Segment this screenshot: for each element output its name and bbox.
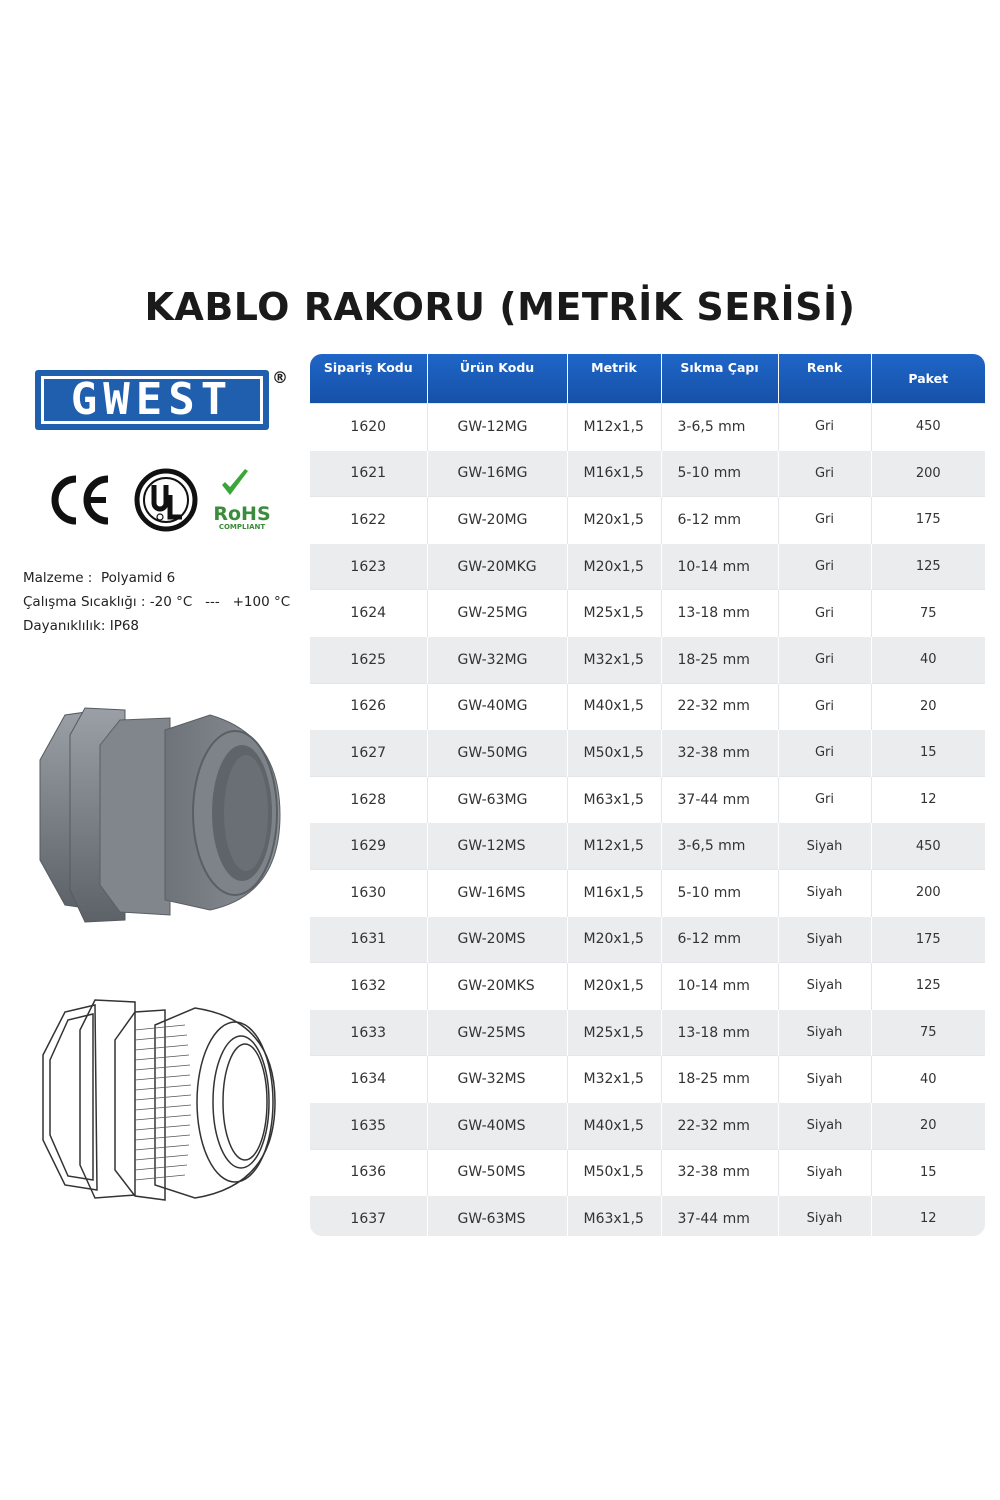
paket-cell: 175	[871, 916, 985, 963]
col-header-paket: Paket	[871, 354, 985, 404]
paket-cell: 15	[871, 1149, 985, 1196]
siparis-kodu-cell: 1634	[310, 1056, 427, 1103]
siparis-kodu-cell: 1625	[310, 636, 427, 683]
urun-kodu-cell: GW-20MS	[427, 916, 567, 963]
col-header-sikma-capi: Sıkma Çapı	[661, 354, 778, 404]
renk-cell: Siyah	[778, 869, 871, 916]
table-row	[310, 776, 985, 823]
sikma-capi-cell: 37-44 mm	[661, 1196, 778, 1236]
siparis-kodu-cell: 1635	[310, 1102, 427, 1149]
siparis-kodu-cell: 1622	[310, 497, 427, 544]
table-row	[310, 823, 985, 870]
siparis-kodu-cell: 1624	[310, 590, 427, 637]
rohs-sublabel: COMPLIANT	[218, 523, 266, 531]
siparis-kodu-cell: 1630	[310, 869, 427, 916]
renk-cell: Gri	[778, 683, 871, 730]
renk-cell: Siyah	[778, 916, 871, 963]
sikma-capi-cell: 6-12 mm	[661, 497, 778, 544]
table-row	[310, 963, 985, 1010]
metrik-cell: M32x1,5	[567, 636, 661, 683]
spec-durability: Dayanıklılık: IP68	[23, 618, 140, 634]
sikma-capi-cell: 22-32 mm	[661, 683, 778, 730]
registered-mark: ®	[272, 368, 288, 387]
siparis-kodu-cell: 1626	[310, 683, 427, 730]
renk-cell: Gri	[778, 776, 871, 823]
renk-cell: Gri	[778, 543, 871, 590]
ce-mark-icon	[55, 479, 108, 521]
metrik-cell: M40x1,5	[567, 1102, 661, 1149]
sikma-capi-cell: 5-10 mm	[661, 450, 778, 497]
table-row	[310, 404, 985, 451]
paket-cell: 40	[871, 1056, 985, 1103]
sikma-capi-cell: 18-25 mm	[661, 636, 778, 683]
table-row	[310, 730, 985, 777]
sikma-capi-cell: 22-32 mm	[661, 1102, 778, 1149]
metrik-cell: M50x1,5	[567, 1149, 661, 1196]
paket-cell: 450	[871, 823, 985, 870]
certification-marks	[40, 465, 280, 535]
table-row	[310, 590, 985, 637]
renk-cell: Siyah	[778, 1102, 871, 1149]
paket-cell: 175	[871, 497, 985, 544]
metrik-cell: M20x1,5	[567, 543, 661, 590]
logo-text: GWEST	[41, 376, 263, 424]
cable-gland-photo	[30, 700, 290, 940]
siparis-kodu-cell: 1631	[310, 916, 427, 963]
urun-kodu-cell: GW-20MKG	[427, 543, 567, 590]
table-row	[310, 1149, 985, 1196]
metrik-cell: M16x1,5	[567, 450, 661, 497]
sikma-capi-cell: 6-12 mm	[661, 916, 778, 963]
paket-cell: 12	[871, 1196, 985, 1236]
metrik-cell: M20x1,5	[567, 916, 661, 963]
paket-cell: 200	[871, 869, 985, 916]
table-row	[310, 636, 985, 683]
sikma-capi-cell: 32-38 mm	[661, 1149, 778, 1196]
urun-kodu-cell: GW-20MG	[427, 497, 567, 544]
renk-cell: Siyah	[778, 823, 871, 870]
renk-cell: Siyah	[778, 1009, 871, 1056]
urun-kodu-cell: GW-20MKS	[427, 963, 567, 1010]
sikma-capi-cell: 13-18 mm	[661, 1009, 778, 1056]
product-table	[310, 354, 985, 1236]
col-header-siparis-kodu: Sipariş Kodu	[310, 354, 427, 404]
metrik-cell: M40x1,5	[567, 683, 661, 730]
urun-kodu-cell: GW-32MS	[427, 1056, 567, 1103]
sikma-capi-cell: 13-18 mm	[661, 590, 778, 637]
rohs-label: RoHS	[213, 503, 271, 525]
table-row	[310, 1009, 985, 1056]
table-header	[310, 354, 985, 404]
paket-cell: 75	[871, 590, 985, 637]
paket-cell: 20	[871, 1102, 985, 1149]
paket-cell: 125	[871, 543, 985, 590]
renk-cell: Gri	[778, 636, 871, 683]
urun-kodu-cell: GW-63MG	[427, 776, 567, 823]
metrik-cell: M20x1,5	[567, 497, 661, 544]
renk-cell: Siyah	[778, 1149, 871, 1196]
gwest-logo	[35, 370, 269, 430]
urun-kodu-cell: GW-16MS	[427, 869, 567, 916]
sikma-capi-cell: 18-25 mm	[661, 1056, 778, 1103]
siparis-kodu-cell: 1627	[310, 730, 427, 777]
metrik-cell: M12x1,5	[567, 823, 661, 870]
urun-kodu-cell: GW-50MG	[427, 730, 567, 777]
sikma-capi-cell: 37-44 mm	[661, 776, 778, 823]
table-row	[310, 450, 985, 497]
urun-kodu-cell: GW-25MS	[427, 1009, 567, 1056]
col-header-metrik: Metrik	[567, 354, 661, 404]
sikma-capi-cell: 10-14 mm	[661, 963, 778, 1010]
metrik-cell: M25x1,5	[567, 590, 661, 637]
product-specs	[23, 566, 290, 638]
col-header-renk: Renk	[778, 354, 871, 404]
urun-kodu-cell: GW-40MG	[427, 683, 567, 730]
cable-gland-drawing	[35, 990, 285, 1210]
paket-cell: 20	[871, 683, 985, 730]
metrik-cell: M50x1,5	[567, 730, 661, 777]
urun-kodu-cell: GW-50MS	[427, 1149, 567, 1196]
paket-cell: 450	[871, 404, 985, 451]
urun-kodu-cell: GW-40MS	[427, 1102, 567, 1149]
table-row	[310, 1056, 985, 1103]
spec-temperature: Çalışma Sıcaklığı : -20 °C --- +100 °C	[23, 594, 291, 610]
sikma-capi-cell: 10-14 mm	[661, 543, 778, 590]
renk-cell: Siyah	[778, 1056, 871, 1103]
urun-kodu-cell: GW-16MG	[427, 450, 567, 497]
metrik-cell: M12x1,5	[567, 404, 661, 451]
paket-cell: 75	[871, 1009, 985, 1056]
siparis-kodu-cell: 1620	[310, 404, 427, 451]
siparis-kodu-cell: 1637	[310, 1196, 427, 1236]
metrik-cell: M32x1,5	[567, 1056, 661, 1103]
paket-cell: 12	[871, 776, 985, 823]
table-row	[310, 543, 985, 590]
renk-cell: Siyah	[778, 963, 871, 1010]
spec-material: Malzeme : Polyamid 6	[23, 570, 176, 586]
paket-cell: 40	[871, 636, 985, 683]
metrik-cell: M63x1,5	[567, 1196, 661, 1236]
urun-kodu-cell: GW-12MS	[427, 823, 567, 870]
sikma-capi-cell: 32-38 mm	[661, 730, 778, 777]
sikma-capi-cell: 3-6,5 mm	[661, 823, 778, 870]
renk-cell: Siyah	[778, 1196, 871, 1236]
table-row	[310, 1196, 985, 1236]
metrik-cell: M25x1,5	[567, 1009, 661, 1056]
renk-cell: Gri	[778, 497, 871, 544]
ul-mark-icon	[137, 471, 195, 529]
renk-cell: Gri	[778, 404, 871, 451]
table-row	[310, 916, 985, 963]
urun-kodu-cell: GW-12MG	[427, 404, 567, 451]
table-row	[310, 1102, 985, 1149]
col-header-urun-kodu: Ürün Kodu	[427, 354, 567, 404]
urun-kodu-cell: GW-25MG	[427, 590, 567, 637]
urun-kodu-cell: GW-32MG	[427, 636, 567, 683]
siparis-kodu-cell: 1628	[310, 776, 427, 823]
sikma-capi-cell: 5-10 mm	[661, 869, 778, 916]
paket-cell: 200	[871, 450, 985, 497]
rohs-icon	[213, 469, 270, 531]
table-row	[310, 497, 985, 544]
metrik-cell: M20x1,5	[567, 963, 661, 1010]
siparis-kodu-cell: 1621	[310, 450, 427, 497]
metrik-cell: M16x1,5	[567, 869, 661, 916]
renk-cell: Gri	[778, 730, 871, 777]
siparis-kodu-cell: 1629	[310, 823, 427, 870]
metrik-cell: M63x1,5	[567, 776, 661, 823]
table-row	[310, 683, 985, 730]
table-row	[310, 869, 985, 916]
siparis-kodu-cell: 1633	[310, 1009, 427, 1056]
sikma-capi-cell: 3-6,5 mm	[661, 404, 778, 451]
siparis-kodu-cell: 1623	[310, 543, 427, 590]
renk-cell: Gri	[778, 450, 871, 497]
siparis-kodu-cell: 1636	[310, 1149, 427, 1196]
paket-cell: 125	[871, 963, 985, 1010]
renk-cell: Gri	[778, 590, 871, 637]
siparis-kodu-cell: 1632	[310, 963, 427, 1010]
paket-cell: 15	[871, 730, 985, 777]
urun-kodu-cell: GW-63MS	[427, 1196, 567, 1236]
page-title: KABLO RAKORU (METRİK SERİSİ)	[144, 285, 856, 329]
